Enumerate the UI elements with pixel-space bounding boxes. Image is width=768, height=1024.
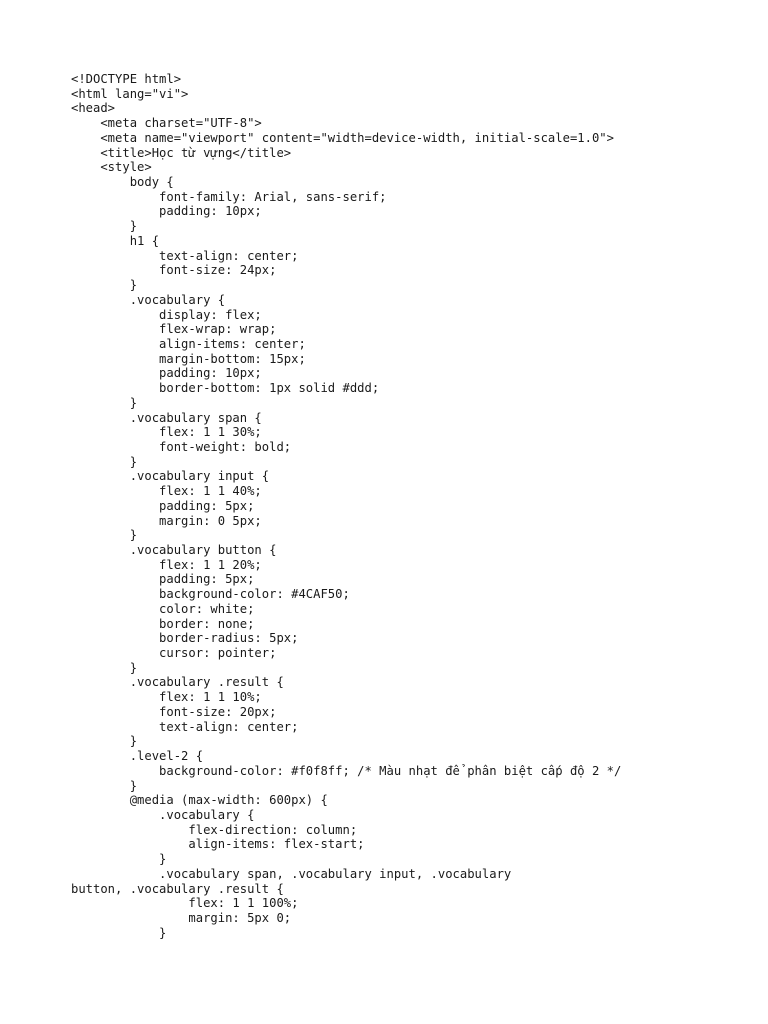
code-line: background-color: #4CAF50; [71,587,350,602]
code-line: } [71,219,138,234]
code-line: <html lang="vi"> [71,86,189,101]
code-line: h1 { [71,233,160,248]
code-line: padding: 5px; [71,498,255,513]
code-line: margin-bottom: 15px; [71,351,306,366]
code-line: } [71,660,138,675]
code-line: font-size: 24px; [71,263,277,278]
code-line: } [71,395,138,410]
code-line: flex: 1 1 10%; [71,690,262,705]
code-line: } [71,734,138,749]
code-line: border-radius: 5px; [71,631,299,646]
code-line: font-weight: bold; [71,439,292,454]
code-block [71,72,751,940]
code-line: text-align: center; [71,719,299,734]
code-line: .level-2 { [71,749,204,764]
code-line: flex: 1 1 20%; [71,557,262,572]
code-line: } [71,454,138,469]
code-line: flex: 1 1 100%; [71,896,299,911]
code-line: border: none; [71,616,255,631]
code-line: text-align: center; [71,248,299,263]
code-line: padding: 5px; [71,572,255,587]
code-line: .vocabulary { [71,807,255,822]
code-line: border-bottom: 1px solid #ddd; [71,381,380,396]
code-line: } [71,925,167,940]
code-line: .vocabulary input { [71,469,270,484]
code-line: flex-wrap: wrap; [71,322,277,337]
code-line: .vocabulary { [71,292,226,307]
code-line: margin: 5px 0; [71,910,292,925]
code-line: .vocabulary .result { [71,675,284,690]
code-line: } [71,278,138,293]
code-line: <head> [71,101,116,116]
code-line: <meta name="viewport" content="width=device-width, initial-scale=1.0"> [71,130,614,145]
code-line: } [71,852,167,867]
code-line: <meta charset="UTF-8"> [71,116,262,131]
code-line: body { [71,175,174,190]
code-line: .vocabulary span { [71,410,262,425]
code-line: margin: 0 5px; [71,513,262,528]
code-line: align-items: center; [71,336,306,351]
code-line: @media (max-width: 600px) { [71,793,328,808]
code-line: cursor: pointer; [71,646,277,661]
code-line: } [71,778,138,793]
code-line: button, .vocabulary .result { [71,881,284,896]
code-line: font-family: Arial, sans-serif; [71,189,387,204]
code-line: <title>Học từ vựng</title> [71,145,292,160]
code-line: color: white; [71,601,255,616]
code-line: <style> [71,160,152,175]
code-line: font-size: 20px; [71,704,277,719]
code-line: } [71,528,138,543]
code-line: background-color: #f0f8ff; /* Màu nhạt để phân biệt cấp độ 2 */ [71,763,622,778]
code-line: flex: 1 1 30%; [71,425,262,440]
code-line: display: flex; [71,307,262,322]
code-line: padding: 10px; [71,366,262,381]
code-line: padding: 10px; [71,204,262,219]
code-line: align-items: flex-start; [71,837,365,852]
code-line: <!DOCTYPE html> [71,72,182,86]
code-line: flex: 1 1 40%; [71,484,262,499]
code-line: flex-direction: column; [71,822,358,837]
code-line: .vocabulary button { [71,543,277,557]
code-line: .vocabulary span, .vocabulary input, .vocabulary [71,866,512,881]
